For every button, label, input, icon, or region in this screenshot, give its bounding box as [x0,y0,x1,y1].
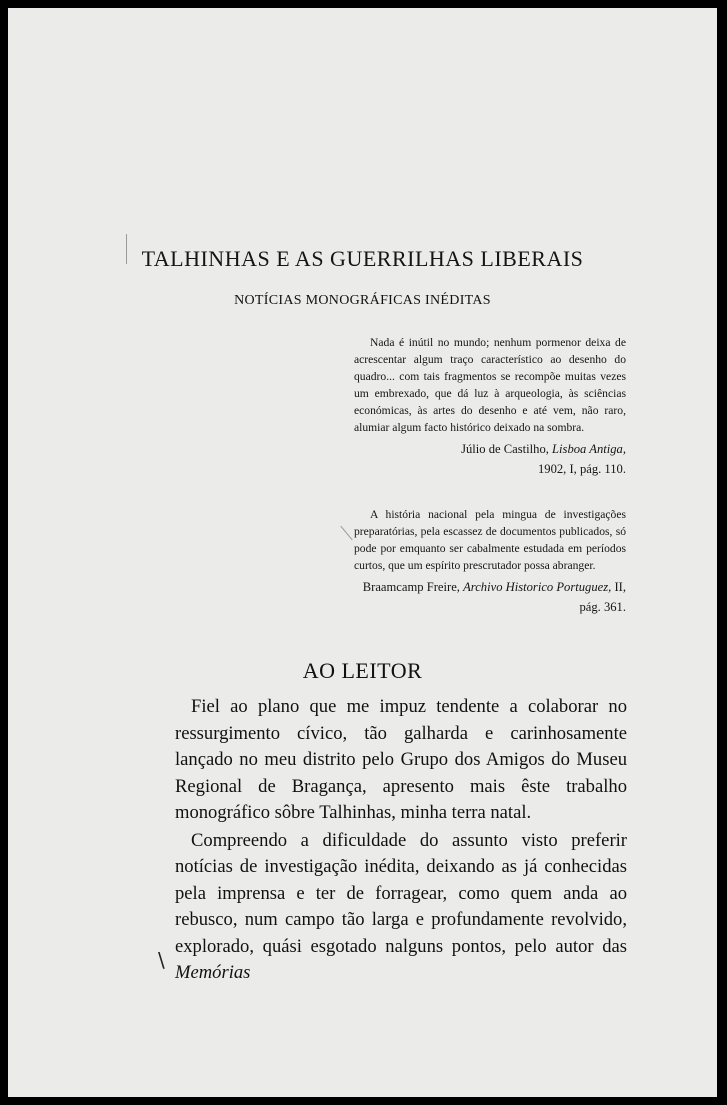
epigraph-attribution [354,439,626,479]
attribution-reference: 1902, I, pág. 110. [537,462,626,476]
attribution-work: Lisboa Antiga, [552,442,626,456]
page-subtitle: NOTÍCIAS MONOGRÁFICAS INÉDITAS [234,293,491,308]
attribution-author: Júlio de Castilho, [461,442,549,456]
page-title: TALHINHAS E AS GUERRILHAS LIBERAIS [141,246,584,271]
section-heading: AO LEITOR [302,658,423,683]
document-page [8,8,717,1097]
attribution-work: Archivo Historico Portuguez, [463,580,612,594]
paper-mark [340,526,352,540]
paragraph: Fiel ao plano que me impuz tendente a colaborar no ressurgimento cívico, tão galharda e carinhosamente lançado no meu distrito pelo Grupo dos Amigos do Museu Regional de Bragança, apresento mais êste trabalho monográfico sôbre Talhinhas, minha terra natal. [175,696,627,823]
italic-word: Memórias [175,962,251,983]
epigraph [354,506,626,617]
pencil-mark: \ [158,948,165,972]
epigraph-text: Nada é inútil no mundo; nenhum pormenor deixa de acrescentar algum traço característico ao desenho do quadro... com tais fragmentos se recompõe muitas vezes um embrexado, que dá luz à arqueologia, às sciências económicas, às artes do desenho e até vem, não raro, alumiar algum facto histórico deixado na sombra. [354,336,626,434]
paragraph [175,828,627,987]
epigraph [354,334,626,479]
epigraph-text: A história nacional pela mingua de investigações preparatórias, pela escassez de documentos publicados, só pode por emquanto ser cabalmente estudada em períodos curtos, que um espírito prescrutador possa abranger. [354,508,626,572]
attribution-reference: II, pág. 361. [579,580,626,614]
paragraph-text: Compreendo a dificuldade do assunto visto preferir notícias de investigação inédita, deixando as já conhecidas pela imprensa e ter de forragear, como quem anda ao rebusco, num campo tão larga e profundamente revolvido, explorado, quási esgotado nalguns pontos, pelo autor das [175,829,627,957]
attribution-author: Braamcamp Freire, [362,580,460,594]
body-text [175,694,627,987]
epigraph-attribution [354,577,626,617]
